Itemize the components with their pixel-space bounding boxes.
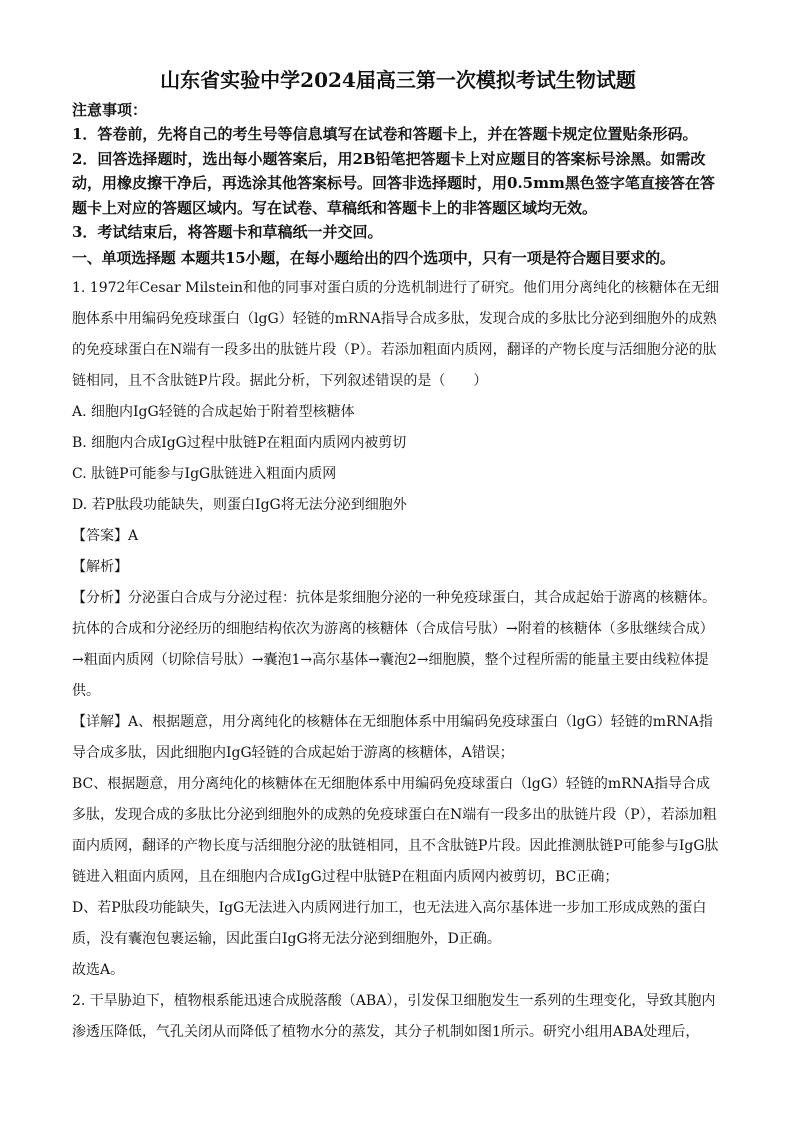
question-1-detail-bc: BC、根据题意，用分离纯化的核糖体在无细胞体系中用编码免疫球蛋白（lgG）轻链的mRNA指导合成多肽，发现合成的多肽比分泌到细胞外的成熟的免疫球蛋白在N端有一段多出的肽链片段（P），若添加粗面内质网，翻译的产物长度与活细胞分泌的肽链相同，且不含肽链P片段。因此推测肽链P可能参与IgG肽链进入粗面内质网，且在细胞内合成IgG过程中肽链P在粗面内质网内被剪切，BC正确；	[72, 775, 719, 885]
question-1-answer: 【答案】A	[72, 527, 139, 544]
question-1-detail-a: 【详解】A、根据题意，用分离纯化的核糖体在无细胞体系中用编码免疫球蛋白（lgG）轻链的mRNA指导合成多肽，因此细胞内IgG轻链的合成起始于游离的核糖体，A错误；	[72, 713, 713, 761]
page-title: 山东省实验中学2024届高三第一次模拟考试生物试题	[160, 68, 636, 92]
question-1-detail-d: D、若P肽段功能缺失，IgG无法进入内质网进行加工，也无法进入高尔基体进一步加工形成成熟的蛋白质，没有囊泡包裹运输，因此蛋白IgG将无法分泌到细胞外，D正确。	[72, 899, 707, 947]
question-1-option-d: D. 若P肽段功能缺失，则蛋白IgG将无法分泌到细胞外	[72, 496, 407, 513]
question-1-analysis-tag: 【解析】	[72, 558, 128, 575]
notice-item-3: 3．考试结束后，将答题卡和草稿纸一并交回。	[72, 223, 383, 241]
question-1-stem: 1. 1972年Cesar Milstein和他的同事对蛋白质的分选机制进行了研究。他们用分离纯化的核糖体在无细胞体系中用编码免疫球蛋白（lgG）轻链的mRNA指导合成多肽，发现合成的多肽比分泌到细胞外的成熟的免疫球蛋白在N端有一段多出的肽链片段（P）。若添加粗面内质网，翻译的产物长度与活细胞分泌的肽链相同，且不含肽链P片段。据此分析，下列叙述错误的是（ ）	[72, 279, 719, 389]
notice-item-2: 2．回答选择题时，选出每小题答案后，用2B铅笔把答题卡上对应题目的答案标号涂黑。如需改动，用橡皮擦干净后，再选涂其他答案标号。回答非选择题时，用0.5mm黑色签字笔直接答在答题卡上对应的答题区域内。写在试卷、草稿纸和答题卡上的非答题区域均无效。	[72, 149, 715, 217]
question-1-option-b: B. 细胞内合成IgG过程中肽链P在粗面内质网内被剪切	[72, 434, 407, 451]
question-1-conclusion: 故选A。	[72, 961, 125, 978]
question-1-option-a: A. 细胞内IgG轻链的合成起始于附着型核糖体	[72, 403, 355, 420]
question-2-stem: 2. 干旱胁迫下，植物根系能迅速合成脱落酸（ABA），引发保卫细胞发生一系列的生理变化，导致其胞内渗透压降低，气孔关闭从而降低了植物水分的蒸发，其分子机制如图1所示。研究小组用ABA处理后，	[72, 992, 716, 1040]
question-1-option-c: C. 肽链P可能参与IgG肽链进入粗面内质网	[72, 465, 337, 482]
notice-item-1: 1．答卷前，先将自己的考生号等信息填写在试卷和答题卡上，并在答题卡规定位置贴条形码。	[72, 125, 698, 143]
document-page	[72, 66, 724, 1048]
section-heading-single-choice: 一、单项选择题 本题共15小题，在每小题给出的四个选项中，只有一项是符合题目要求的。	[72, 248, 675, 267]
question-1-analysis: 【分析】分泌蛋白合成与分泌过程：抗体是浆细胞分泌的一种免疫球蛋白，其合成起始于游离的核糖体。抗体的合成和分泌经历的细胞结构依次为游离的核糖体（合成信号肽）→附着的核糖体（多肽继续合成）→粗面内质网（切除信号肽）→囊泡1→高尔基体→囊泡2→细胞膜，整个过程所需的能量主要由线粒体提供。	[72, 589, 716, 699]
notice-heading: 注意事项：	[72, 101, 148, 119]
